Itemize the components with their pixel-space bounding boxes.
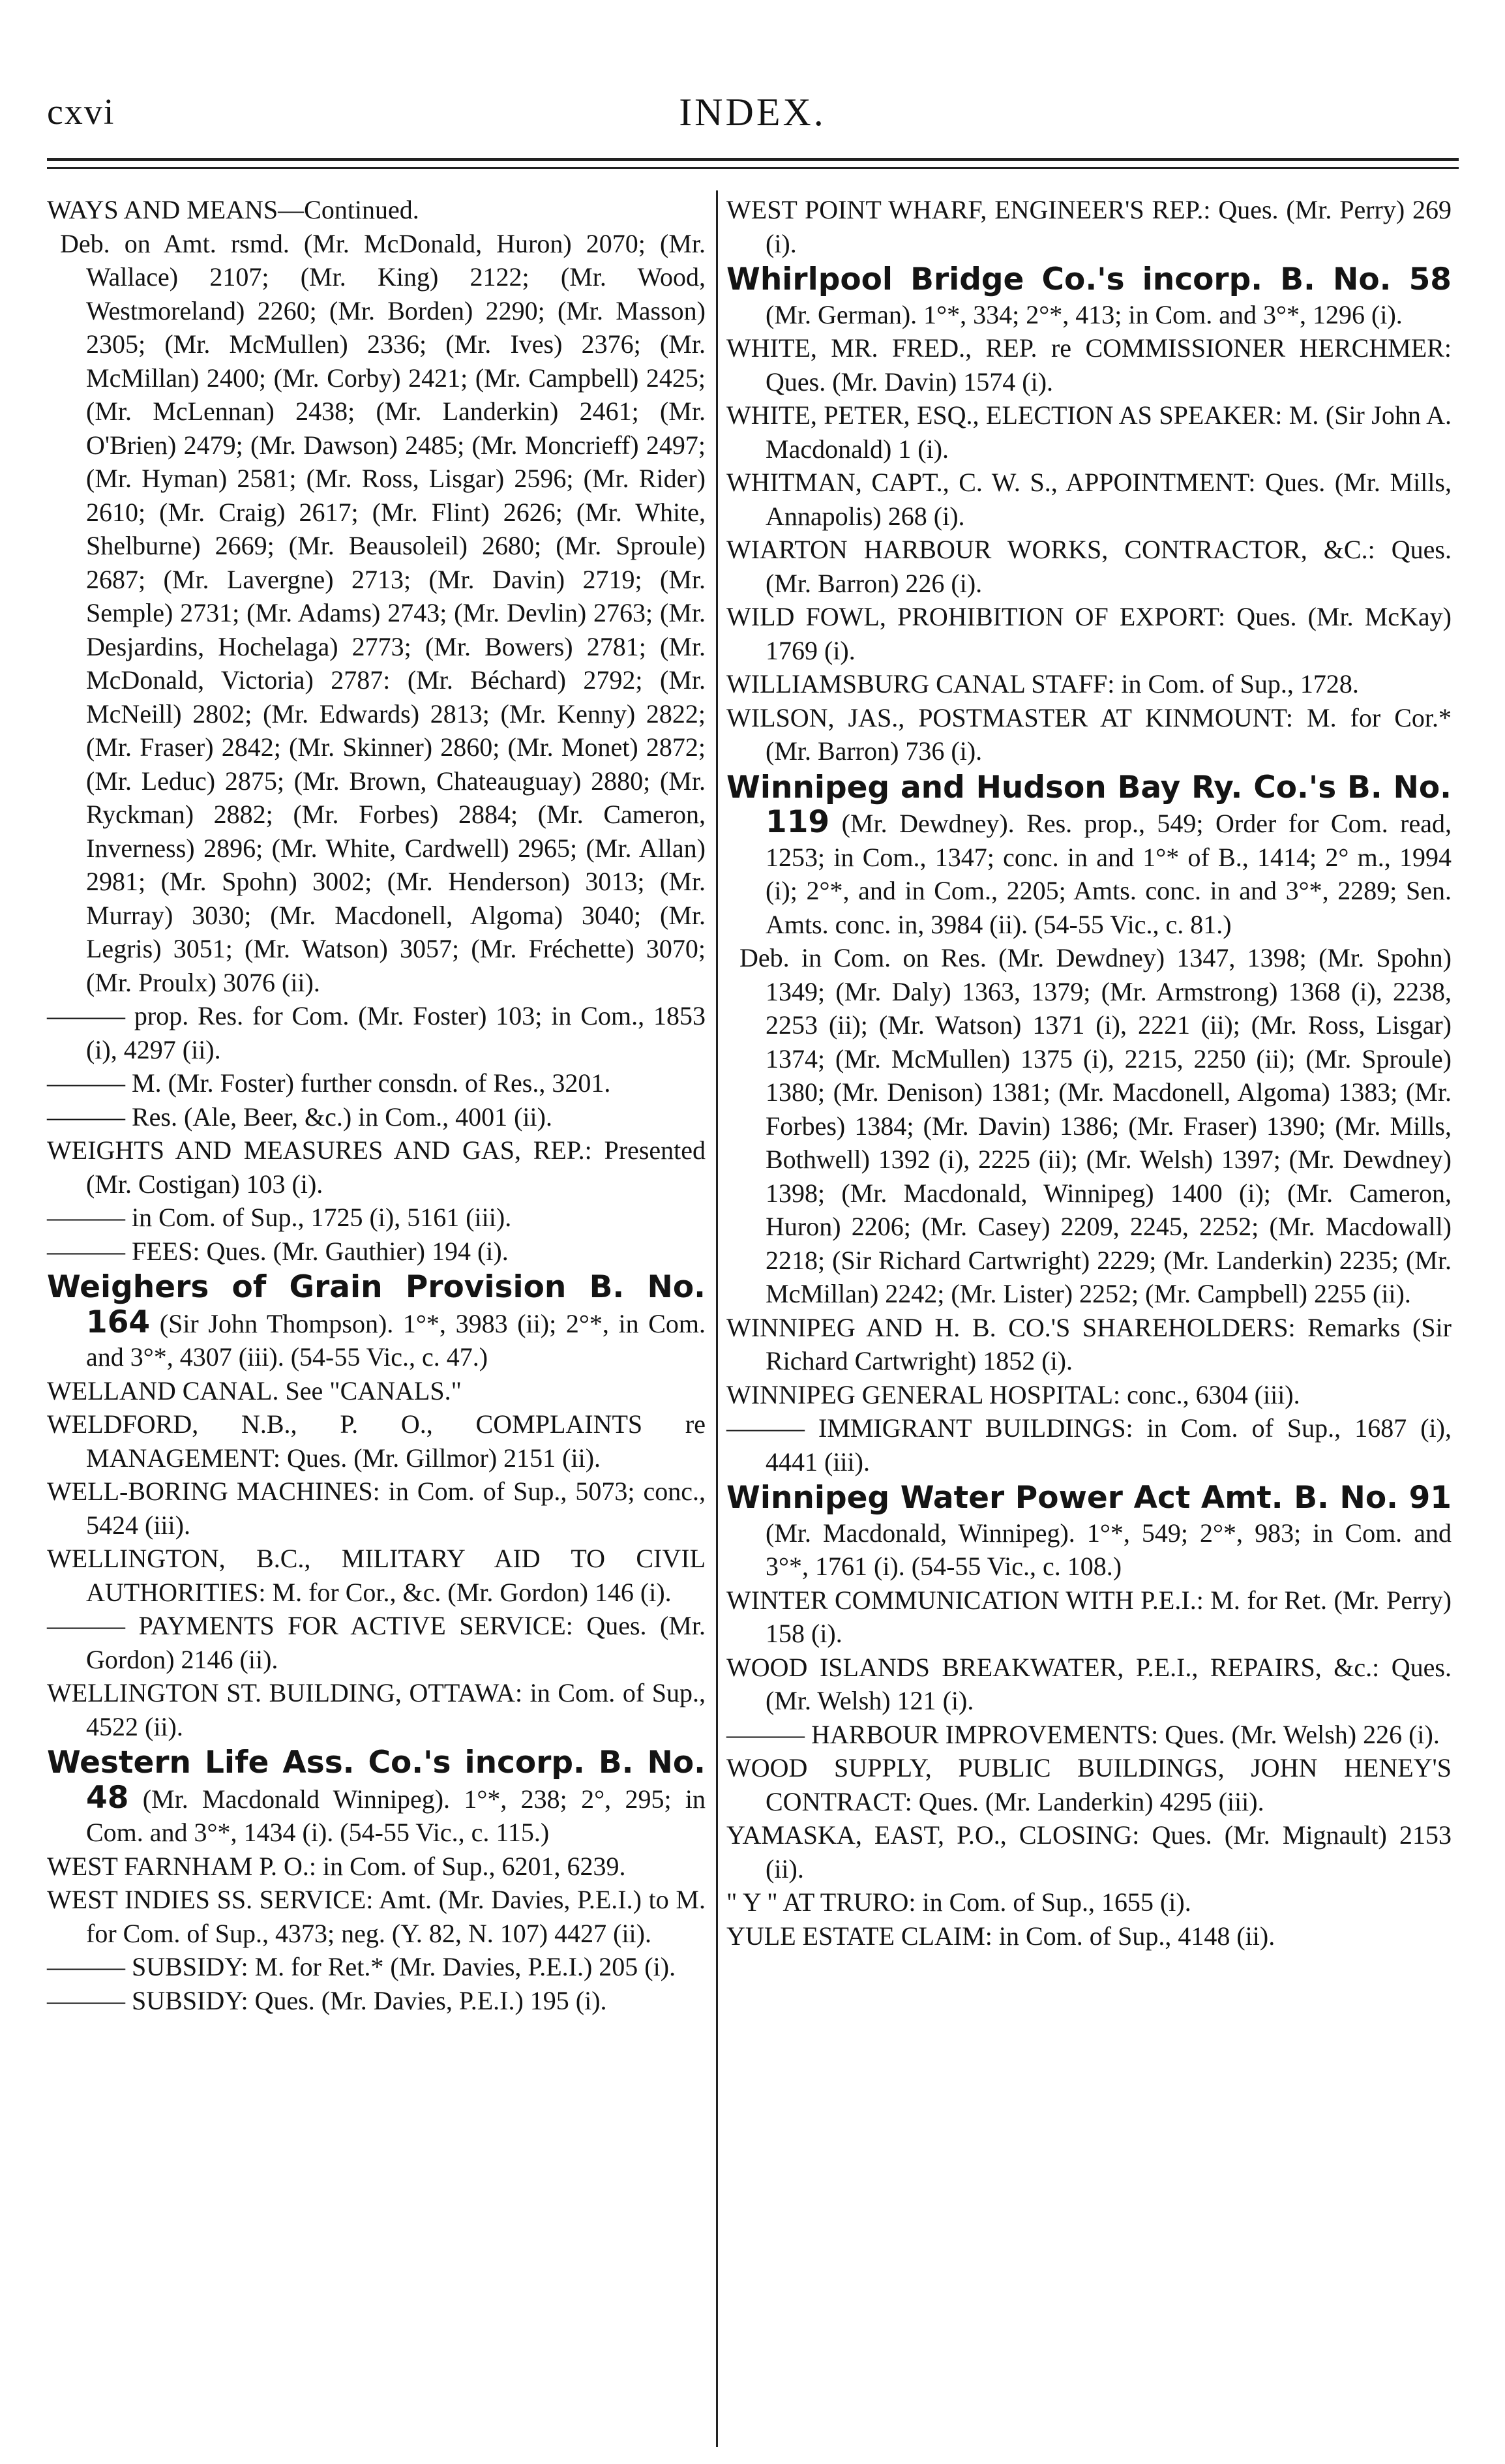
index-entry <box>47 1746 706 1850</box>
index-entry <box>726 263 1452 331</box>
index-entry: WHITMAN, CAPT., C. W. S., APPOINTMENT: Ques. (Mr. Mills, Annapolis) 268 (i). <box>726 468 1452 531</box>
index-entry: WELL-BORING MACHINES: in Com. of Sup., 5073; conc., 5424 (iii). <box>47 1477 706 1540</box>
bill-heading: Western Life Ass. Co.'s incorp. B. No. 48 <box>47 1745 706 1816</box>
index-entry: ——— SUBSIDY: M. for Ret.* (Mr. Davies, P.E.I.) 205 (i). <box>47 1952 676 1981</box>
index-entry: WELLAND CANAL. See "CANALS." <box>47 1375 462 1405</box>
index-entry: ——— SUBSIDY: Ques. (Mr. Davies, P.E.I.) 195 (i). <box>47 1985 607 2015</box>
index-entry: ——— FEES: Ques. (Mr. Gauthier) 194 (i). <box>47 1236 509 1266</box>
header-rule-thin <box>47 167 1459 169</box>
column-divider <box>716 190 718 2447</box>
index-entry <box>726 771 1452 942</box>
index-entry: WHITE, MR. FRED., REP. re COMMISSIONER HERCHMER: Ques. (Mr. Davin) 1574 (i). <box>726 333 1452 397</box>
index-entry: WELLINGTON ST. BUILDING, OTTAWA: in Com. of Sup., 4522 (ii). <box>47 1678 706 1741</box>
index-entry: WOOD SUPPLY, PUBLIC BUILDINGS, JOHN HENEY'S CONTRACT: Ques. (Mr. Landerkin) 4295 (iii). <box>726 1753 1452 1816</box>
page-number: cxvi <box>47 92 115 132</box>
index-entry: ——— Res. (Ale, Beer, &c.) in Com., 4001 (ii). <box>47 1102 552 1132</box>
index-entry: YAMASKA, EAST, P.O., CLOSING: Ques. (Mr. Mignault) 2153 (ii). <box>726 1820 1452 1884</box>
index-entry: WHITE, PETER, ESQ., ELECTION AS SPEAKER: M. (Sir John A. Macdonald) 1 (i). <box>726 400 1452 464</box>
page-title: INDEX. <box>679 91 826 134</box>
index-entry: WEIGHTS AND MEASURES AND GAS, REP.: Presented (Mr. Costigan) 103 (i). <box>47 1135 706 1199</box>
index-entry: ——— IMMIGRANT BUILDINGS: in Com. of Sup., 1687 (i), 4441 (iii). <box>726 1413 1452 1477</box>
index-entry: Deb. on Amt. rsmd. (Mr. McDonald, Huron) 2070; (Mr. Wallace) 2107; (Mr. King) 2122; (Mr. Wood, Westmoreland) 2260; (Mr. Borden) 2290; (Mr. Masson) 2305; (Mr. McMullen) 2336; (Mr. Ives) 2376; (Mr. McMillan) 2400; (Mr. Corby) 2421; (Mr. Campbell) 2425; (Mr. McLennan) 2438; (Mr. Landerkin) 2461; (Mr. O'Brien) 2479; (Mr. Dawson) 2485; (Mr. Moncrieff) 2497; (Mr. Hyman) 2581; (Mr. Ross, Lisgar) 2596; (Mr. Rider) 2610; (Mr. Craig) 2617; (Mr. Flint) 2626; (Mr. White, Shelburne) 2669; (Mr. Beausoleil) 2680; (Mr. Sproule) 2687; (Mr. Lavergne) 2713; (Mr. Davin) 2719; (Mr. Semple) 2731; (Mr. Adams) 2743; (Mr. Devlin) 2763; (Mr. Desjardins, Hochelaga) 2773; (Mr. Bowers) 2781; (Mr. McDonald, Victoria) 2787: (Mr. Béchard) 2792; (Mr. McNeill) 2802; (Mr. Edwards) 2813; (Mr. Kenny) 2822; (Mr. Fraser) 2842; (Mr. Skinner) 2860; (Mr. Monet) 2872; (Mr. Leduc) 2875; (Mr. Brown, Chateauguay) 2880; (Mr. Ryckman) 2882; (Mr. Forbes) 2884; (Mr. Cameron, Inverness) 2896; (Mr. White, Cardwell) 2965; (Mr. Allan) 2981; (Mr. Spohn) 3002; (Mr. Henderson) 3013; (Mr. Murray) 3030; (Mr. Macdonell, Algoma) 3040; (Mr. Legris) 3051; (Mr. Watson) 3057; (Mr. Fréchette) 3070; (Mr. Proulx) 3076 (ii). <box>60 228 706 997</box>
index-entry: WINNIPEG GENERAL HOSPITAL: conc., 6304 (iii). <box>726 1379 1300 1409</box>
bill-details: (Mr. Macdonald, Winnipeg). 1°*, 549; 2°*, 983; in Com. and 3°*, 1761 (i). (54-55 Vic., c. 108.) <box>766 1518 1452 1581</box>
index-entry: " Y " AT TRURO: in Com. of Sup., 1655 (i). <box>726 1887 1191 1917</box>
index-column-left <box>47 193 706 2017</box>
index-entry: ——— PAYMENTS FOR ACTIVE SERVICE: Ques. (Mr. Gordon) 2146 (ii). <box>47 1611 706 1674</box>
page-header <box>0 0 1505 157</box>
index-entry: ——— prop. Res. for Com. (Mr. Foster) 103; in Com., 1853 (i), 4297 (ii). <box>47 1001 706 1064</box>
bill-details: (Sir John Thompson). 1°*, 3983 (ii); 2°*, in Com. and 3°*, 4307 (iii). (54-55 Vic., c. 47.) <box>86 1308 706 1372</box>
bill-heading: Weighers of Grain Provision B. No. 164 <box>47 1269 706 1340</box>
header-rule <box>47 158 1459 161</box>
index-entry: WEST INDIES SS. SERVICE: Amt. (Mr. Davies, P.E.I.) to M. for Com. of Sup., 4373; neg. (Y. 82, N. 107) 4427 (ii). <box>47 1885 706 1948</box>
bill-details: (Mr. Macdonald Winnipeg). 1°*, 238; 2°, 295; in Com. and 3°*, 1434 (i). (54-55 Vic., c. 115.) <box>86 1784 706 1847</box>
index-entry: WAYS AND MEANS—Continued. <box>47 195 419 224</box>
index-entry: ——— HARBOUR IMPROVEMENTS: Ques. (Mr. Welsh) 226 (i). <box>726 1719 1440 1749</box>
index-entry: YULE ESTATE CLAIM: in Com. of Sup., 4148 (ii). <box>726 1921 1275 1951</box>
index-entry: WINNIPEG AND H. B. CO.'S SHAREHOLDERS: Remarks (Sir Richard Cartwright) 1852 (i). <box>726 1312 1452 1375</box>
index-entry: WINTER COMMUNICATION WITH P.E.I.: M. for Ret. (Mr. Perry) 158 (i). <box>726 1585 1452 1648</box>
bill-heading: Winnipeg and Hudson Bay Ry. Co.'s B. No. 119 <box>726 769 1452 840</box>
index-entry <box>47 1270 706 1374</box>
index-entry: WIARTON HARBOUR WORKS, CONTRACTOR, &C.: Ques. (Mr. Barron) 226 (i). <box>726 535 1452 598</box>
index-entry: WEST FARNHAM P. O.: in Com. of Sup., 6201, 6239. <box>47 1851 626 1881</box>
index-entry: Deb. in Com. on Res. (Mr. Dewdney) 1347, 1398; (Mr. Spohn) 1349; (Mr. Daly) 1363, 1379; (Mr. Armstrong) 1368 (i), 2238, 2253 (ii); (Mr. Watson) 1371 (i), 2221 (ii); (Mr. Ross, Lisgar) 1374; (Mr. McMullen) 1375 (i), 2215, 2250 (ii); (Mr. Sproule) 1380; (Mr. Denison) 1381; (Mr. Macdonell, Algoma) 1383; (Mr. Forbes) 1384; (Mr. Davin) 1386; (Mr. Fraser) 1390; (Mr. Mills, Bothwell) 1392 (i), 2225 (ii); (Mr. Welsh) 1397; (Mr. Dewdney) 1398; (Mr. Macdonald, Winnipeg) 1400 (i); (Mr. Cameron, Huron) 2206; (Mr. Casey) 2209, 2245, 2252; (Mr. Macdowall) 2218; (Sir Richard Cartwright) 2229; (Mr. Landerkin) 2235; (Mr. McMillan) 2242; (Mr. Lister) 2252; (Mr. Campbell) 2255 (ii). <box>739 943 1452 1308</box>
index-entry: ——— M. (Mr. Foster) further consdn. of Res., 3201. <box>47 1068 611 1098</box>
index-entry: WEST POINT WHARF, ENGINEER'S REP.: Ques. (Mr. Perry) 269 (i). <box>726 195 1452 258</box>
bill-heading: Whirlpool Bridge Co.'s incorp. B. No. 58 <box>726 262 1452 297</box>
bill-details: (Mr. German). 1°*, 334; 2°*, 413; in Com. and 3°*, 1296 (i). <box>766 299 1403 329</box>
index-entry: WILSON, JAS., POSTMASTER AT KINMOUNT: M. for Cor.* (Mr. Barron) 736 (i). <box>726 702 1452 766</box>
index-entry: WELDFORD, N.B., P. O., COMPLAINTS re MANAGEMENT: Ques. (Mr. Gillmor) 2151 (ii). <box>47 1409 706 1473</box>
index-entry: WILLIAMSBURG CANAL STAFF: in Com. of Sup., 1728. <box>726 669 1359 699</box>
index-entry <box>726 1481 1452 1584</box>
index-entry: WELLINGTON, B.C., MILITARY AID TO CIVIL AUTHORITIES: M. for Cor., &c. (Mr. Gordon) 146 (i). <box>47 1544 706 1607</box>
bill-heading: Winnipeg Water Power Act Amt. B. No. 91 <box>726 1480 1452 1516</box>
index-column-right <box>726 193 1452 1953</box>
bill-details: (Mr. Dewdney). Res. prop., 549; Order for Com. read, 1253; in Com., 1347; conc. in and 1°* of B., 1414; 2° m., 1994 (i); 2°*, and in Com., 2205; Amts. conc. in and 3°*, 2289; Sen. Amts. conc. in, 3984 (ii). (54-55 Vic., c. 81.) <box>766 809 1452 939</box>
index-entry: WILD FOWL, PROHIBITION OF EXPORT: Ques. (Mr. McKay) 1769 (i). <box>726 602 1452 665</box>
index-entry: ——— in Com. of Sup., 1725 (i), 5161 (iii). <box>47 1203 512 1232</box>
index-entry: WOOD ISLANDS BREAKWATER, P.E.I., REPAIRS, &c.: Ques. (Mr. Welsh) 121 (i). <box>726 1652 1452 1715</box>
